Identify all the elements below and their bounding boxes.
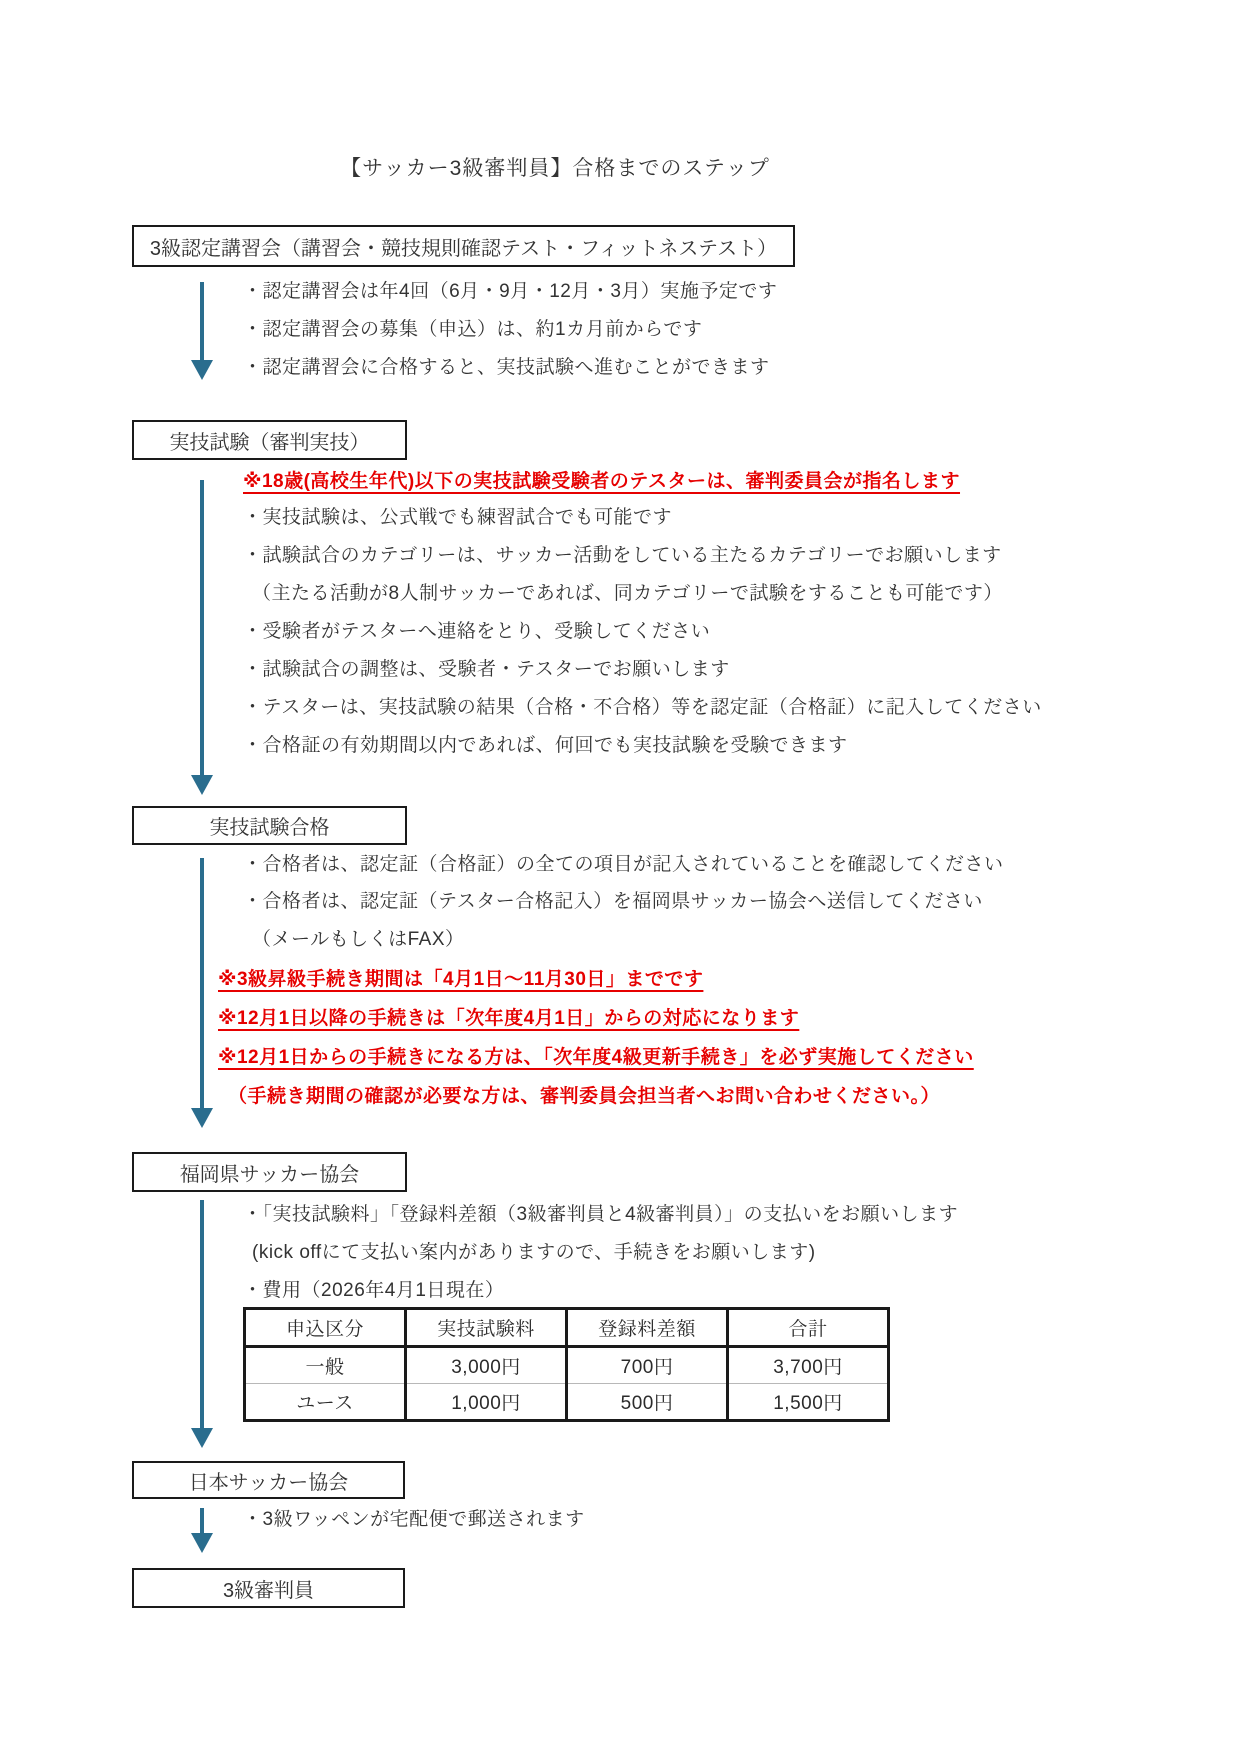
bullet-line: ・試験試合の調整は、受験者・テスターでお願いします <box>243 659 730 680</box>
bullet-line: ・認定講習会の募集（申込）は、約1カ月前からです <box>243 319 703 340</box>
arrow-head-icon <box>191 775 213 795</box>
arrow-head-icon <box>191 1533 213 1553</box>
bullet-line: ・テスターは、実技試験の結果（合格・不合格）等を認定証（合格証）に記入してください <box>243 697 1042 718</box>
flow-box-certification-course <box>132 225 795 267</box>
red-notice-line: ※12月1日からの手続きになる方は、「次年度4級更新手続き」を必ず実施してください <box>218 1047 974 1068</box>
bullet-line: ・認定講習会は年4回（6月・9月・12月・3月）実施予定です <box>243 281 778 302</box>
red-notice-line: ※3級昇級手続き期間は「4月1日～11月30日」までです <box>218 969 704 990</box>
flow-box-label: 日本サッカー協会 <box>188 1471 349 1494</box>
fee-table-cell: 1,500円 <box>728 1384 889 1421</box>
fee-table-header-cell: 合計 <box>728 1309 889 1347</box>
flow-box-practical-exam <box>132 420 407 460</box>
arrow-line <box>200 480 204 777</box>
fee-table-header-cell: 申込区分 <box>245 1309 406 1347</box>
flow-box-label: 実技試験合格 <box>209 817 330 839</box>
fee-table-cell: 一般 <box>245 1347 406 1384</box>
flow-arrow-2 <box>191 480 213 795</box>
bullet-line: ・試験試合のカテゴリーは、サッカー活動をしている主たるカテゴリーでお願いします <box>243 545 1002 566</box>
arrow-head-icon <box>191 1428 213 1448</box>
fee-table-cell: 700円 <box>567 1347 728 1384</box>
flow-box-label: 実技試験（審判実技） <box>169 431 370 454</box>
continuation-line: (kick offにて支払い案内がありますので、手続きをお願いします) <box>252 1242 816 1263</box>
page-title: 【サッカー3級審判員】合格までのステップ <box>340 157 770 180</box>
flow-box-label: 3級審判員 <box>222 1579 315 1602</box>
fee-table-cell: 3,000円 <box>406 1347 567 1384</box>
red-notice-line: ※12月1日以降の手続きは「次年度4月1日」からの対応になります <box>218 1008 800 1029</box>
bullet-line: ・合格証の有効期間以内であれば、何回でも実技試験を受験できます <box>243 735 848 756</box>
fee-table-row-general <box>245 1347 889 1384</box>
fee-table-row-youth <box>245 1384 889 1421</box>
bullet-line: ・「実技試験料」「登録料差額（3級審判員と4級審判員）」の支払いをお願いします <box>243 1204 959 1225</box>
arrow-head-icon <box>191 360 213 380</box>
flow-box-jfa <box>132 1461 405 1499</box>
flow-box-label: 3級認定講習会（講習会・競技規則確認テスト・フィットネステスト） <box>149 237 778 260</box>
fee-table-cell: 1,000円 <box>406 1384 567 1421</box>
continuation-line: （メールもしくはFAX） <box>252 929 465 950</box>
bullet-line: ・費用（2026年4月1日現在） <box>243 1280 505 1301</box>
flow-arrow-5 <box>191 1508 213 1553</box>
bullet-line: ・3級ワッペンが宅配便で郵送されます <box>243 1509 585 1530</box>
fee-table-header-cell: 実技試験料 <box>406 1309 567 1347</box>
arrow-line <box>200 858 204 1110</box>
flow-box-fukuoka-fa <box>132 1152 407 1192</box>
fee-table-header-cell: 登録料差額 <box>567 1309 728 1347</box>
fee-table-cell: ユース <box>245 1384 406 1421</box>
red-notice-line: ※18歳(高校生年代)以下の実技試験受験者のテスターは、審判委員会が指名します <box>243 471 961 492</box>
fee-table-cell: 500円 <box>567 1384 728 1421</box>
flow-box-label: 福岡県サッカー協会 <box>179 1163 360 1186</box>
bullet-line: ・実技試験は、公式戦でも練習試合でも可能です <box>243 507 673 528</box>
bullet-line: ・合格者は、認定証（合格証）の全ての項目が記入されていることを確認してください <box>243 854 1004 875</box>
arrow-line <box>200 1200 204 1430</box>
flow-box-grade3-referee <box>132 1568 405 1608</box>
flow-arrow-3 <box>191 858 213 1128</box>
flow-box-exam-passed <box>132 806 407 845</box>
fee-table-cell: 3,700円 <box>728 1347 889 1384</box>
arrow-head-icon <box>191 1108 213 1128</box>
arrow-line <box>200 1508 204 1535</box>
bullet-line: ・合格者は、認定証（テスター合格記入）を福岡県サッカー協会へ送信してください <box>243 891 983 912</box>
continuation-line: （主たる活動が8人制サッカーであれば、同カテゴリーで試験をすることも可能です） <box>252 583 1003 604</box>
flow-arrow-1 <box>191 282 213 380</box>
flow-arrow-4 <box>191 1200 213 1448</box>
fee-table <box>243 1307 890 1422</box>
bullet-line: ・認定講習会に合格すると、実技試験へ進むことができます <box>243 357 770 378</box>
arrow-line <box>200 282 204 362</box>
fee-table-header-row <box>245 1309 889 1347</box>
red-notice-paren-line: （手続き期間の確認が必要な方は、審判委員会担当者へお問い合わせください。） <box>228 1086 941 1107</box>
bullet-line: ・受験者がテスターへ連絡をとり、受験してください <box>243 621 711 642</box>
